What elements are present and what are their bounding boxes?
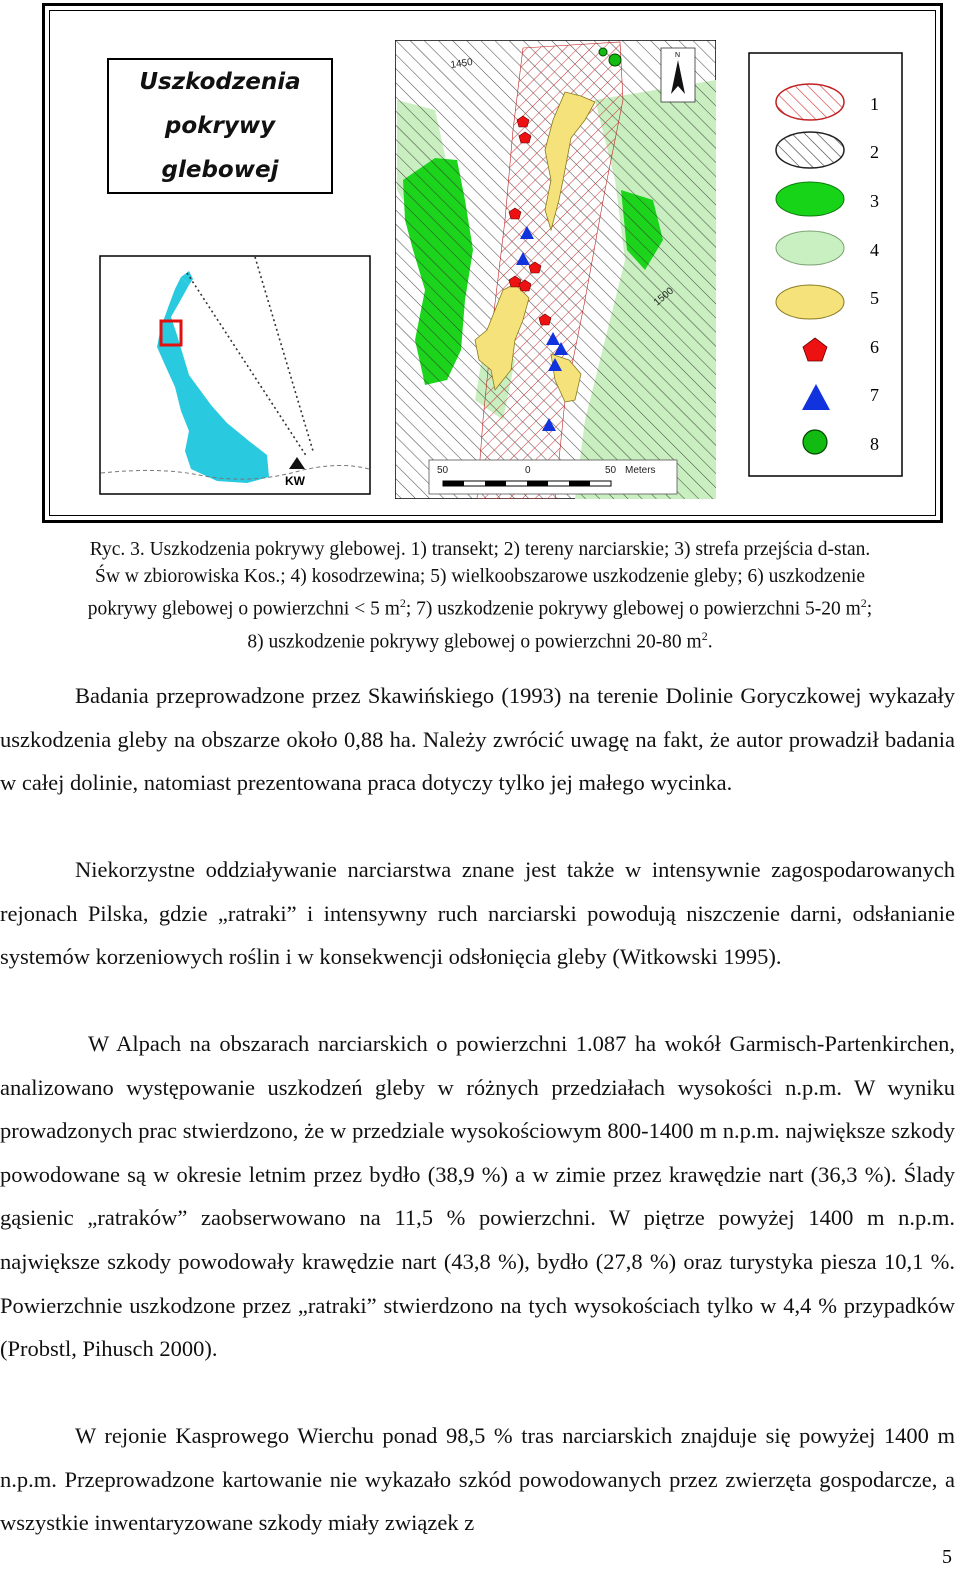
figure-title-line-2: pokrywy — [164, 113, 276, 139]
figure-title-box — [107, 58, 333, 194]
caption-line-1: Ryc. 3. Uszkodzenia pokrywy glebowej. 1) transekt; 2) tereny narciarskie; 3) strefa przejścia d-stan. — [89, 539, 871, 560]
legend-number-7: 7 — [870, 385, 879, 405]
contour-label-1500: 1500 — [651, 285, 676, 309]
legend-box — [748, 52, 903, 477]
overview-map — [99, 255, 371, 495]
north-arrow-icon — [661, 48, 695, 102]
legend-number-2: 2 — [870, 142, 879, 162]
figure-title-line-3: glebowej — [161, 157, 279, 183]
legend-number-8: 8 — [870, 434, 879, 454]
legend-symbol-1 — [776, 84, 844, 120]
page-number: 5 — [942, 1546, 952, 1568]
green-circle-marker — [609, 54, 621, 66]
figure-title-line-1: Uszkodzenia — [139, 69, 301, 95]
north-label: N — [675, 52, 681, 59]
legend-symbol-8 — [803, 430, 827, 454]
figure-caption — [0, 537, 960, 656]
scale-bar — [429, 460, 677, 494]
svg-text:50: 50 — [605, 465, 617, 476]
legend-number-3: 3 — [870, 191, 879, 211]
caption-line-3: pokrywy glebowej o powierzchni < 5 $m^2$; 7) uszkodzenie pokrywy glebowej o powierzchni 5-20 $m^2$; — [87, 596, 873, 620]
legend-symbol-4 — [776, 231, 844, 265]
legend-number-5: 5 — [870, 288, 879, 308]
paragraph-2: Niekorzystne oddziaływanie narciarstwa znane jest także w intensywnie zagospodarowanych rejonach Pilska, gdzie „ratraki” i intensywny ruch narciarski powodują niszczenie darni, odsłanianie systemów korzeniowych roślin i w konsekwencji odsłonięcia gleby (Witkowski 1995). — [0, 857, 955, 970]
paragraph-3: W Alpach na obszarach narciarskich o powierzchni 1.087 ha wokół Garmisch-Partenkirchen, analizowano występowanie uszkodzeń gleby w różnych przedziałach wysokości n.p.m. W wyniku prowadzonych prac stwierdzono, że w przedziale wysokościowym 800-1400 m n.p.m. największe szkody powodowane są w okresie letnim przez bydło (38,9 %) a w zimie przez krawędzie nart (36,3 %). Ślady gąsienic „ratraków” zaobserwowano na 11,5 % powierzchni. W piętrze powyżej 1400 m n.p.m. największe szkody powodowały krawędzie nart (43,8 %), bydło (27,8 %) oraz turystyka piesza 10,1 %. Powierzchnie uszkodzone przez „ratraki” stwierdzono na tych wysokościach tylko w 4,4 % przypadków (Probstl, Pihusch 2000). — [0, 1031, 955, 1362]
legend-symbol-5 — [776, 285, 844, 319]
svg-text:Meters: Meters — [625, 465, 656, 476]
legend-number-1: 1 — [870, 94, 879, 114]
legend-symbol-2 — [776, 132, 844, 168]
svg-text:50: 50 — [437, 465, 449, 476]
legend-number-6: 6 — [870, 337, 879, 357]
contour-label-1450: 1450 — [449, 56, 474, 71]
kw-label: KW — [285, 474, 305, 488]
legend-symbol-3 — [776, 182, 844, 216]
svg-text:0: 0 — [525, 465, 531, 476]
paragraph-4: W rejonie Kasprowego Wierchu ponad 98,5 % tras narciarskich znajduje się powyżej 1400 m n.p.m. Przeprowadzone kartowanie nie wykazało szkód powodowanych przez zwierzęta gospodarcze, a wszystkie inwentaryzowane szkody miały związek z — [0, 1423, 955, 1536]
caption-line-4: 8) uszkodzenie pokrywy glebowej o powierzchni 20-80 $m^2$. — [247, 629, 713, 653]
main-map — [395, 40, 716, 499]
green-circle-marker — [599, 48, 607, 56]
paragraph-1: Badania przeprowadzone przez Skawińskiego (1993) na terenie Dolinie Goryczkowej wykazały uszkodzenia gleby na obszarze około 0,88 ha. Należy zwrócić uwagę na fakt, że autor prowadził badania w całej dolinie, natomiast prezentowana praca dotyczy tylko jej małego wycinka. — [0, 683, 955, 796]
caption-line-2: Św w zbiorowiska Kos.; 4) kosodrzewina; 5) wielkoobszarowe uszkodzenie gleby; 6) uszkodzenie — [94, 565, 866, 587]
legend-number-4: 4 — [870, 240, 879, 260]
